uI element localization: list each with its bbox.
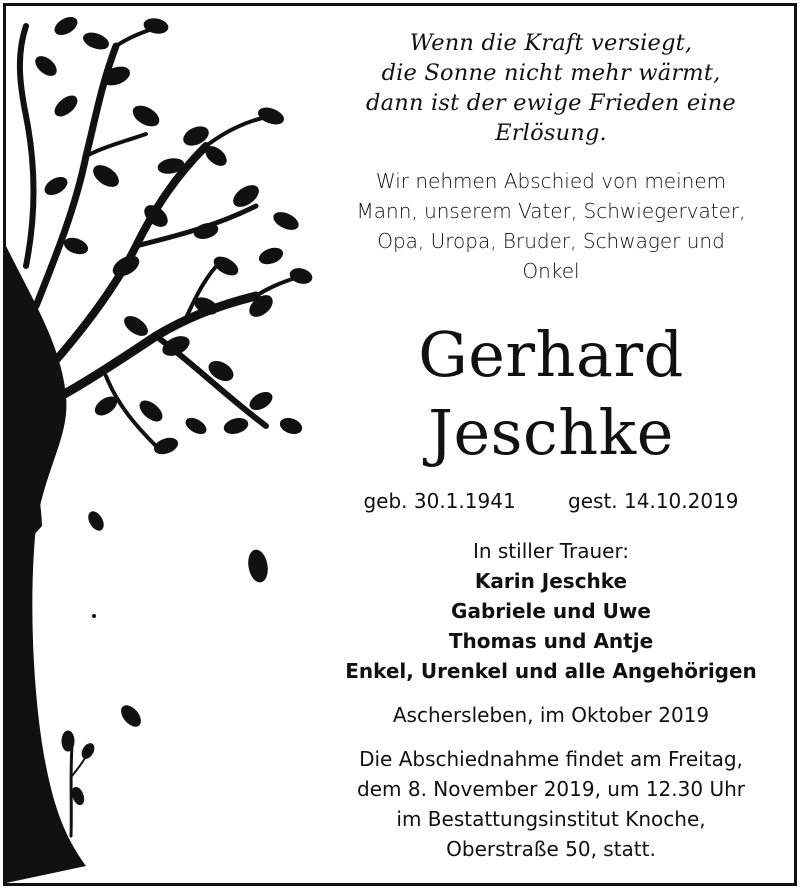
farewell-line: im Bestattungsinstitut Knoche, — [396, 807, 706, 831]
intro-line: Wir nehmen Abschied von meinem — [375, 169, 727, 193]
intro-line: Opa, Uropa, Bruder, Schwager und — [377, 229, 725, 253]
notice-text — [316, 6, 786, 883]
tree-silhouette-icon — [6, 6, 316, 883]
farewell-line: Oberstraße 50, statt. — [446, 837, 656, 861]
obituary-notice — [3, 3, 797, 886]
farewell-line: dem 8. November 2019, um 12.30 Uhr — [357, 777, 745, 801]
poem — [316, 28, 786, 148]
first-name: Gerhard — [418, 318, 684, 391]
deceased-name — [316, 316, 786, 472]
last-name: Jeschke — [428, 396, 674, 469]
intro-line: Mann, unserem Vater, Schwiegervater, — [356, 199, 746, 223]
intro-line: Onkel — [522, 259, 580, 283]
poem-line: Erlösung. — [495, 120, 607, 146]
birth-date: geb. 30.1.1941 — [363, 489, 516, 513]
mourning-label: In stiller Trauer: — [472, 539, 630, 563]
mourner: Karin Jeschke — [474, 569, 628, 593]
farewell-line: Die Abschiednahme findet am Freitag, — [359, 747, 743, 771]
place-date: Aschersleben, im Oktober 2019 — [392, 703, 710, 727]
mourner: Gabriele und Uwe — [451, 599, 651, 623]
intro-text — [316, 166, 786, 286]
mourners — [316, 536, 786, 686]
life-dates — [316, 486, 786, 516]
poem-line: die Sonne nicht mehr wärmt, — [381, 60, 721, 86]
death-date: gest. 14.10.2019 — [568, 489, 739, 513]
poem-line: dann ist der ewige Frieden eine — [366, 90, 736, 116]
mourner: Enkel, Urenkel und alle Angehörigen — [345, 659, 757, 683]
mourner: Thomas und Antje — [448, 629, 654, 653]
poem-line: Wenn die Kraft versiegt, — [409, 30, 693, 56]
farewell-info — [316, 744, 786, 864]
